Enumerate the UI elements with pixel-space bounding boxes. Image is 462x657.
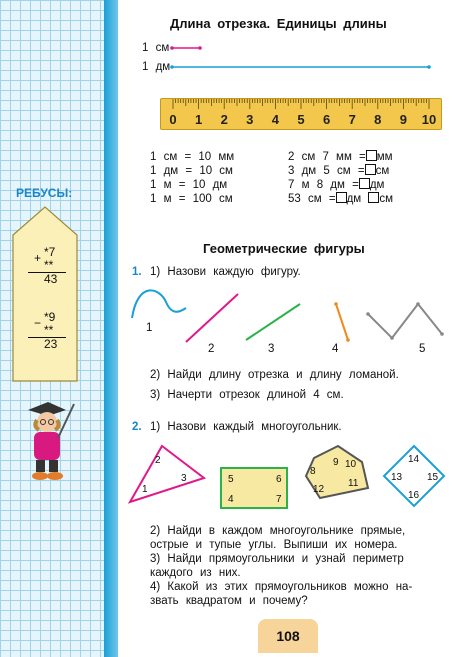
ruler <box>160 98 442 130</box>
poly-angle-2: 2 <box>155 455 161 466</box>
sidebar-edge <box>104 0 118 657</box>
ruler-scale <box>161 99 441 129</box>
segment-green <box>246 304 300 340</box>
poly-angle-9: 9 <box>333 457 339 468</box>
poly-angle-7: 7 <box>276 494 282 505</box>
ruler-label: 4 <box>271 112 280 127</box>
unit-cm-label: 1 см <box>142 42 170 54</box>
conversion-task: 2 см 7 мм = мм <box>288 151 393 163</box>
rebus-2-line2: ** <box>28 324 66 338</box>
rebus-1 <box>28 246 66 286</box>
rebus-title: РЕБУСЫ: <box>16 186 73 200</box>
segment-orange <box>336 304 348 340</box>
rebus-2 <box>28 311 66 351</box>
ruler-label: 2 <box>220 112 228 127</box>
segment-magenta <box>186 294 238 342</box>
figure-label-1: 1 <box>146 322 153 334</box>
task-1-number: 1. <box>132 266 142 278</box>
answer-box <box>365 164 376 175</box>
rebus-1-operator: + <box>34 251 42 265</box>
rebus-1-result: 43 <box>44 272 58 286</box>
task-1-question-2: 2) Найди длину отрезка и длину ломаной. <box>150 369 399 381</box>
poly-angle-8: 8 <box>310 466 316 477</box>
poly-angle-5: 5 <box>228 474 234 485</box>
poly-angle-16: 16 <box>408 490 420 501</box>
figure-label-3: 3 <box>268 343 275 355</box>
page-number: 108 <box>258 619 318 653</box>
poly-angle-3: 3 <box>181 473 187 484</box>
task-2-question-3b: каждого из них. <box>150 567 241 579</box>
broken-line <box>368 304 442 338</box>
figure-label-5: 5 <box>419 343 426 355</box>
poly-angle-6: 6 <box>276 474 282 485</box>
rebus-2-line1: *9 <box>44 310 56 324</box>
conversions-left <box>150 150 234 206</box>
conversion-row: 1 м = 10 дм <box>150 179 228 191</box>
rebus-2-result: 23 <box>44 337 58 351</box>
conversion-task: 3 дм 5 см = см <box>288 165 390 177</box>
rebus-1-line1: *7 <box>44 245 56 259</box>
section-title-figures: Геометрические фигуры <box>203 241 365 256</box>
rebus-2-operator: − <box>34 316 42 330</box>
ruler-label: 9 <box>399 112 408 127</box>
conversion-row: 1 м = 100 см <box>150 193 233 205</box>
poly-angle-12: 12 <box>313 484 325 495</box>
answer-box <box>336 192 347 203</box>
poly-angle-11: 11 <box>348 478 359 489</box>
answer-box <box>359 178 370 189</box>
poly-angle-14: 14 <box>408 454 420 465</box>
task-2-number: 2. <box>132 421 142 433</box>
cm-segment <box>170 44 202 52</box>
dm-segment <box>170 63 432 71</box>
rebus-card <box>12 205 78 383</box>
figure-label-4: 4 <box>332 343 339 355</box>
task-2-question-4b: звать квадратом и почему? <box>150 595 308 607</box>
section-title-length: Длина отрезка. Единицы длины <box>170 16 387 31</box>
task-2-question-2a: 2) Найди в каждом многоугольнике прямые, <box>150 525 406 537</box>
conversion-row: 1 см = 10 мм <box>150 151 235 163</box>
answer-box <box>368 192 379 203</box>
poly-angle-1: 1 <box>142 484 148 495</box>
task-1-question-3: 3) Начерти отрезок длиной 4 см. <box>150 389 344 401</box>
figure-label-2: 2 <box>208 343 215 355</box>
ruler-label: 7 <box>348 112 356 127</box>
poly-angle-15: 15 <box>427 472 439 483</box>
curve-line <box>132 290 186 318</box>
poly-angle-13: 13 <box>391 472 403 483</box>
task-1-question-1: 1) Назови каждую фигуру. <box>150 266 301 278</box>
task-2-question-2b: острые и тупые углы. Выпиши их номера. <box>150 539 398 551</box>
task-2-question-1: 1) Назови каждый многоугольник. <box>150 421 342 433</box>
unit-dm-label: 1 дм <box>142 61 171 73</box>
professor-mascot <box>14 398 78 482</box>
rebus-1-line2: ** <box>28 259 66 273</box>
poly-angle-4: 4 <box>228 494 234 505</box>
conversions-right <box>288 150 393 206</box>
task-2-question-4a: 4) Какой из этих прямоугольников можно на- <box>150 581 413 593</box>
ruler-label: 1 <box>194 112 203 127</box>
ruler-label: 8 <box>374 112 382 127</box>
conversion-row: 1 дм = 10 см <box>150 165 233 177</box>
figures-row <box>124 286 454 358</box>
conversion-task: 7 м 8 дм = дм <box>288 179 385 191</box>
ruler-label: 10 <box>421 112 437 127</box>
ruler-label: 6 <box>322 112 331 127</box>
ruler-label: 0 <box>169 112 177 127</box>
poly-angle-10: 10 <box>345 459 357 470</box>
task-2-questions <box>150 524 412 608</box>
answer-box <box>366 150 377 161</box>
task-2-question-3a: 3) Найди прямоугольники и узнай периметр <box>150 553 404 565</box>
ruler-label: 5 <box>297 112 305 127</box>
ruler-label: 3 <box>246 112 254 127</box>
conversion-task: 53 см = дм см <box>288 193 394 205</box>
